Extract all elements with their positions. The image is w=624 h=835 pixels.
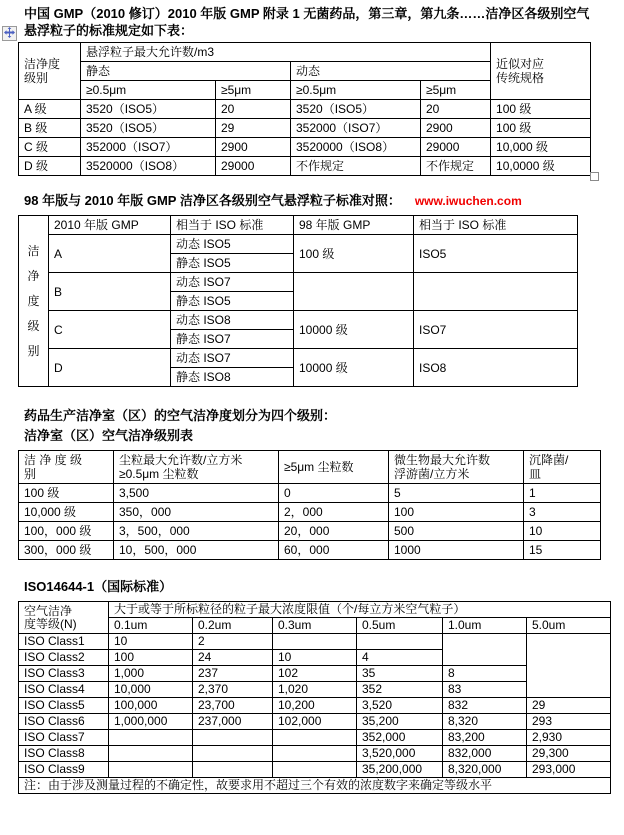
- column-header: 洁 净 度 级 别: [19, 451, 114, 484]
- table-cell: 动态 ISO8: [171, 311, 294, 330]
- table-cell: 10: [109, 634, 193, 650]
- table-row: [19, 138, 591, 157]
- table-cell: ISO7: [414, 311, 578, 349]
- table-cell: [273, 634, 357, 650]
- table-cell: [357, 634, 443, 650]
- empty-cell: [273, 762, 357, 778]
- table-cell: 10,000: [109, 682, 193, 698]
- table-cell: 2,930: [527, 730, 611, 746]
- table-cell: 352: [357, 682, 443, 698]
- grade-cell: 10,000 级: [19, 503, 114, 522]
- table-cell: 10,0000 级: [491, 157, 591, 176]
- class-label: ISO Class9: [19, 762, 109, 778]
- table-cell: 20: [421, 100, 491, 119]
- empty-cell: [273, 746, 357, 762]
- table-cell: 15: [524, 541, 601, 560]
- table-cell: 2: [193, 634, 273, 650]
- table-row: [19, 682, 611, 698]
- table-row: [19, 762, 611, 778]
- grade-cell: B 级: [19, 119, 81, 138]
- table-cell: 352000（ISO7）: [291, 119, 421, 138]
- size-header: ≥5μm: [421, 81, 491, 100]
- table-cell: 35,200: [357, 714, 443, 730]
- table-cell: 100: [389, 503, 524, 522]
- size-header: ≥0.5μm: [291, 81, 421, 100]
- dynamic-header: 动态: [291, 62, 491, 81]
- column-header: 相当于 ISO 标准: [414, 216, 578, 235]
- empty-cell: [414, 273, 578, 311]
- table-cell: 2900: [421, 119, 491, 138]
- column-header: 微生物最大允许数 浮游菌/立方米: [389, 451, 524, 484]
- class-table-subheading: 洁净室（区）空气洁净级别表: [24, 428, 194, 443]
- class-label: ISO Class6: [19, 714, 109, 730]
- column-header: 沉降菌/ 皿: [524, 451, 601, 484]
- table-cell: 1000: [389, 541, 524, 560]
- table-cell: 100 级: [294, 235, 414, 273]
- table-note: 注：由于涉及测量过程的不确定性，故要求用不超过三个有效的浓度数字来确定等级水平: [19, 778, 611, 794]
- column-header: 尘粒最大允许数/立方米 ≥0.5μm 尘粒数: [114, 451, 279, 484]
- table-cell: 29000: [421, 138, 491, 157]
- empty-cell: [527, 634, 611, 698]
- table-cell: 1: [524, 484, 601, 503]
- class-label: ISO Class3: [19, 666, 109, 682]
- table-row: [19, 349, 578, 368]
- empty-cell: [109, 730, 193, 746]
- intro-heading: 中国 GMP（2010 修订）2010 年版 GMP 附录 1 无菌药品，第三章，第九条……洁净区各级别空气悬浮粒子的标准规定如下表：: [24, 6, 590, 38]
- table-cell: 3，500，000: [114, 522, 279, 541]
- table-cell: 35: [357, 666, 443, 682]
- span-header: 大于或等于所标粒径的粒子最大浓度限值（个/每立方米空气粒子）: [109, 602, 611, 618]
- empty-cell: [294, 273, 414, 311]
- table-row: [19, 522, 601, 541]
- table-cell: 10,000 级: [491, 138, 591, 157]
- cleanroom-class-table: [18, 450, 601, 560]
- size-header: 5.0um: [527, 618, 611, 634]
- table-cell: 2900: [216, 138, 291, 157]
- table-cell: 352000（ISO7）: [81, 138, 216, 157]
- side-vertical-label: 洁 净 度 级 别: [19, 216, 49, 387]
- table-cell: 10，500，000: [114, 541, 279, 560]
- table-cell: 29: [527, 698, 611, 714]
- empty-cell: [109, 762, 193, 778]
- corner-header: 空气洁净 度等级(N): [19, 602, 109, 634]
- table-cell: 不作规定: [291, 157, 421, 176]
- table-cell: 832: [443, 698, 527, 714]
- grade-cell: C 级: [19, 138, 81, 157]
- table-row: [19, 503, 601, 522]
- table-cell: 293,000: [527, 762, 611, 778]
- table-cell: 3520（ISO5）: [81, 119, 216, 138]
- class-label: ISO Class1: [19, 634, 109, 650]
- table-row: [19, 541, 601, 560]
- table-cell: 10: [524, 522, 601, 541]
- grade-cell: B: [49, 273, 171, 311]
- table-cell: 不作规定: [421, 157, 491, 176]
- table-cell: 3,520,000: [357, 746, 443, 762]
- column-header: 98 年版 GMP: [294, 216, 414, 235]
- grade-cell: C: [49, 311, 171, 349]
- table-row: [19, 100, 591, 119]
- division-heading: 药品生产洁净室（区）的空气洁净度划分为四个级别：: [24, 408, 337, 423]
- table-cell: 237: [193, 666, 273, 682]
- table-cell: 动态 ISO7: [171, 349, 294, 368]
- gmp2010-particle-table: [18, 42, 591, 176]
- grade-cell: 100，000 级: [19, 522, 114, 541]
- class-label: ISO Class4: [19, 682, 109, 698]
- table-cell: 350，000: [114, 503, 279, 522]
- table-cell: 2,370: [193, 682, 273, 698]
- table-cell: 3520（ISO5）: [291, 100, 421, 119]
- class-label: ISO Class8: [19, 746, 109, 762]
- table-row: [19, 43, 591, 62]
- grade-cell: D 级: [19, 157, 81, 176]
- table-cell: 20，000: [279, 522, 389, 541]
- table-cell: 静态 ISO7: [171, 330, 294, 349]
- grade-cell: D: [49, 349, 171, 387]
- size-header: 0.1um: [109, 618, 193, 634]
- table-cell: 动态 ISO7: [171, 273, 294, 292]
- table-cell: 29: [216, 119, 291, 138]
- table-row: [19, 746, 611, 762]
- table-cell: 1,000: [109, 666, 193, 682]
- table-resize-handle[interactable]: [590, 172, 599, 181]
- table-cell: 3,500: [114, 484, 279, 503]
- table-cell: 1,000,000: [109, 714, 193, 730]
- size-header: 0.3um: [273, 618, 357, 634]
- iso-heading: ISO14644-1（国际标准）: [24, 579, 173, 594]
- table-cell: 23,700: [193, 698, 273, 714]
- column-header: 相当于 ISO 标准: [171, 216, 294, 235]
- corner-header: 洁净度 级别: [19, 43, 81, 100]
- table-row: [19, 698, 611, 714]
- iso14644-table: [18, 601, 611, 794]
- table-cell: 5: [389, 484, 524, 503]
- table-row: [19, 730, 611, 746]
- table-cell: 83: [443, 682, 527, 698]
- table-cell: 10000 级: [294, 349, 414, 387]
- table-cell: 352,000: [357, 730, 443, 746]
- comparison-heading: 98 年版与 2010 年版 GMP 洁净区各级别空气悬浮粒子标准对照： www.iwuchen.com: [24, 193, 522, 208]
- table-cell: 100 级: [491, 100, 591, 119]
- table-cell: 29,300: [527, 746, 611, 762]
- static-header: 静态: [81, 62, 291, 81]
- table-row: [19, 157, 591, 176]
- table-row: [19, 451, 601, 484]
- table-cell: 4: [357, 650, 443, 666]
- table-cell: 832,000: [443, 746, 527, 762]
- table-cell: 8,320: [443, 714, 527, 730]
- table-cell: 100: [109, 650, 193, 666]
- table-cell: 100,000: [109, 698, 193, 714]
- grade-cell: 300，000 级: [19, 541, 114, 560]
- table-row: [19, 778, 611, 794]
- table-cell: 3520（ISO5）: [81, 100, 216, 119]
- table-row: [19, 666, 611, 682]
- table-row: [19, 216, 578, 235]
- table-cell: 102,000: [273, 714, 357, 730]
- table-cell: 2，000: [279, 503, 389, 522]
- table-row: [19, 119, 591, 138]
- grade-cell: 100 级: [19, 484, 114, 503]
- table-cell: 3520000（ISO8）: [291, 138, 421, 157]
- size-header: 1.0um: [443, 618, 527, 634]
- table-cell: 500: [389, 522, 524, 541]
- size-header: ≥0.5μm: [81, 81, 216, 100]
- table-row: [19, 311, 578, 330]
- size-header: 0.2um: [193, 618, 273, 634]
- column-header: 2010 年版 GMP: [49, 216, 171, 235]
- table-cell: 0: [279, 484, 389, 503]
- table-cell: 10,200: [273, 698, 357, 714]
- empty-cell: [109, 746, 193, 762]
- empty-cell: [193, 762, 273, 778]
- table-cell: 动态 ISO5: [171, 235, 294, 254]
- table-row: [19, 714, 611, 730]
- table-cell: 100 级: [491, 119, 591, 138]
- size-header: ≥5μm: [216, 81, 291, 100]
- table-cell: 静态 ISO5: [171, 292, 294, 311]
- table-cell: 35,200,000: [357, 762, 443, 778]
- table-row: [19, 235, 578, 254]
- span-header: 悬浮粒子最大允许数/m3: [81, 43, 491, 62]
- grade-cell: A 级: [19, 100, 81, 119]
- gmp-version-comparison-table: [18, 215, 578, 387]
- table-cell: 237,000: [193, 714, 273, 730]
- empty-cell: [193, 746, 273, 762]
- table-cell: 静态 ISO8: [171, 368, 294, 387]
- table-move-handle[interactable]: [2, 26, 17, 41]
- table-cell: 293: [527, 714, 611, 730]
- table-cell: 102: [273, 666, 357, 682]
- table-cell: ISO8: [414, 349, 578, 387]
- column-header: ≥5μm 尘粒数: [279, 451, 389, 484]
- table-cell: 静态 ISO5: [171, 254, 294, 273]
- table-row: [19, 273, 578, 292]
- table-cell: 1,020: [273, 682, 357, 698]
- class-label: ISO Class2: [19, 650, 109, 666]
- empty-cell: [193, 730, 273, 746]
- table-row: [19, 484, 601, 503]
- size-header: 0.5um: [357, 618, 443, 634]
- table-cell: 10: [273, 650, 357, 666]
- iwuchen-link[interactable]: www.iwuchen.com: [414, 194, 522, 208]
- table-cell: 3,520: [357, 698, 443, 714]
- traditional-spec-header: 近似对应 传统规格: [491, 43, 591, 100]
- table-row: [19, 634, 611, 650]
- table-cell: 3520000（ISO8）: [81, 157, 216, 176]
- table-cell: 60，000: [279, 541, 389, 560]
- empty-cell: [443, 634, 527, 666]
- table-cell: 10000 级: [294, 311, 414, 349]
- table-cell: 20: [216, 100, 291, 119]
- table-cell: 24: [193, 650, 273, 666]
- empty-cell: [273, 730, 357, 746]
- table-cell: 8,320,000: [443, 762, 527, 778]
- table-cell: 83,200: [443, 730, 527, 746]
- table-cell: ISO5: [414, 235, 578, 273]
- grade-cell: A: [49, 235, 171, 273]
- class-label: ISO Class5: [19, 698, 109, 714]
- table-cell: 8: [443, 666, 527, 682]
- table-row: [19, 602, 611, 618]
- move-arrows-icon: [4, 25, 15, 43]
- table-cell: 29000: [216, 157, 291, 176]
- class-label: ISO Class7: [19, 730, 109, 746]
- table-cell: 3: [524, 503, 601, 522]
